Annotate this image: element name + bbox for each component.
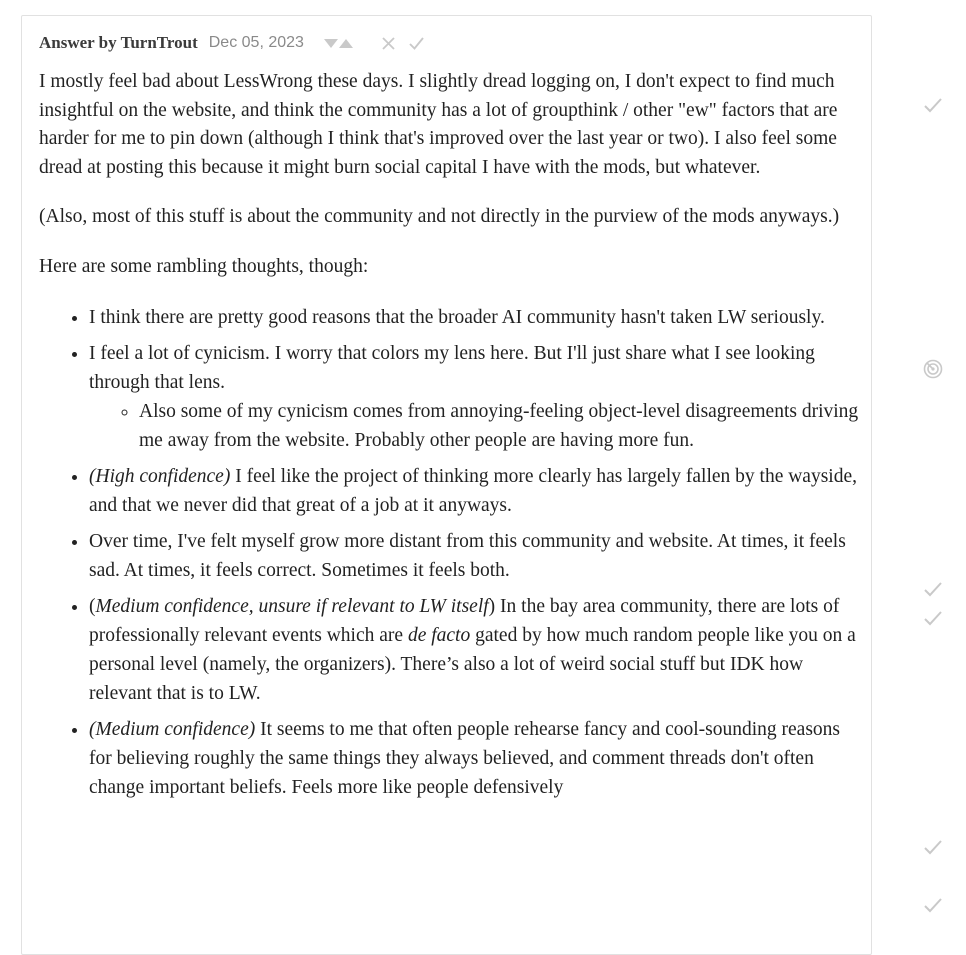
list-item-text: I feel like the project of thinking more clearly has largely fallen by the wayside, and that we never did that great of a job at it anyways. <box>89 465 857 516</box>
author-line[interactable] <box>39 33 198 53</box>
list-item <box>89 527 859 585</box>
list-item-text: Over time, I've felt myself grow more distant from this community and website. At times, it feels sad. At times, it feels correct. Sometimes it feels both. <box>89 530 846 581</box>
side-reaction[interactable] <box>922 358 944 380</box>
author-name[interactable]: TurnTrout <box>120 33 198 52</box>
list-item-text: It seems to me that often people rehearse fancy and cool-sounding reasons for believing roughly the same things they always believed, and comment threads don't often change important beliefs. Feels more like people defensively <box>89 718 841 798</box>
answer-prefix: Answer by <box>39 33 117 52</box>
triangle-down-icon[interactable] <box>324 39 338 48</box>
sub-bullet-list <box>89 397 859 455</box>
sub-list-item <box>139 397 859 455</box>
bullet-list <box>39 303 859 802</box>
list-item <box>89 715 859 802</box>
list-item <box>89 303 859 332</box>
check-icon[interactable] <box>922 580 944 598</box>
list-item-text: I think there are pretty good reasons that the broader AI community hasn't taken LW seriously. <box>89 306 825 328</box>
confidence-label: Medium confidence, unsure if relevant to LW itself <box>95 595 489 617</box>
list-item-text: Also some of my cynicism comes from annoying-feeling object-level disagreements driving me away from the website. Probably other people are having more fun. <box>139 400 859 451</box>
comment-header <box>39 33 425 53</box>
side-reaction[interactable] <box>922 838 944 856</box>
side-reaction[interactable] <box>922 96 944 114</box>
side-reaction[interactable] <box>922 580 944 598</box>
check-icon[interactable] <box>922 838 944 856</box>
check-icon[interactable] <box>922 609 944 627</box>
list-item-text: gated by how much random people like you on a personal level (namely, the organizers). There’s also a lot of weird social stuff but IDK how relevant that is to LW. <box>89 624 856 704</box>
comment-body <box>39 68 859 809</box>
check-icon[interactable] <box>408 36 425 51</box>
list-item <box>89 462 859 520</box>
emphasis: de facto <box>407 624 471 646</box>
paren-open: ( <box>89 595 96 617</box>
answer-card <box>21 15 872 955</box>
comment-date[interactable]: Dec 05, 2023 <box>208 34 304 51</box>
triangle-up-icon[interactable] <box>339 39 353 48</box>
karma-vote <box>324 39 353 48</box>
paragraph: Here are some rambling thoughts, though: <box>39 255 369 277</box>
side-reaction[interactable] <box>922 896 944 914</box>
cross-icon[interactable] <box>381 36 396 51</box>
check-icon[interactable] <box>922 896 944 914</box>
list-item <box>89 592 859 708</box>
confidence-label: (Medium confidence) <box>89 718 256 740</box>
list-item-text: ) In the bay area community, there are lots of professionally relevant events which are <box>89 595 840 646</box>
confidence-label: (High confidence) <box>89 465 231 487</box>
check-icon[interactable] <box>922 96 944 114</box>
paragraph: (Also, most of this stuff is about the community and not directly in the purview of the mods anyways.) <box>39 206 840 228</box>
agreement-vote <box>381 36 425 51</box>
paragraph: I mostly feel bad about LessWrong these days. I slightly dread logging on, I don't expect to find much insightful on the website, and think the community has a lot of groupthink / other "ew" factors that are harder for me to pin down (although I think that's improved over the last year or two). I also feel some dread at posting this because it might burn social capital I have with the mods, but whatever. <box>39 71 838 178</box>
target-icon[interactable] <box>922 358 944 380</box>
list-item-text: I feel a lot of cynicism. I worry that colors my lens here. But I'll just share what I see looking through that lens. <box>89 342 815 393</box>
list-item <box>89 339 859 455</box>
side-reaction[interactable] <box>922 609 944 627</box>
